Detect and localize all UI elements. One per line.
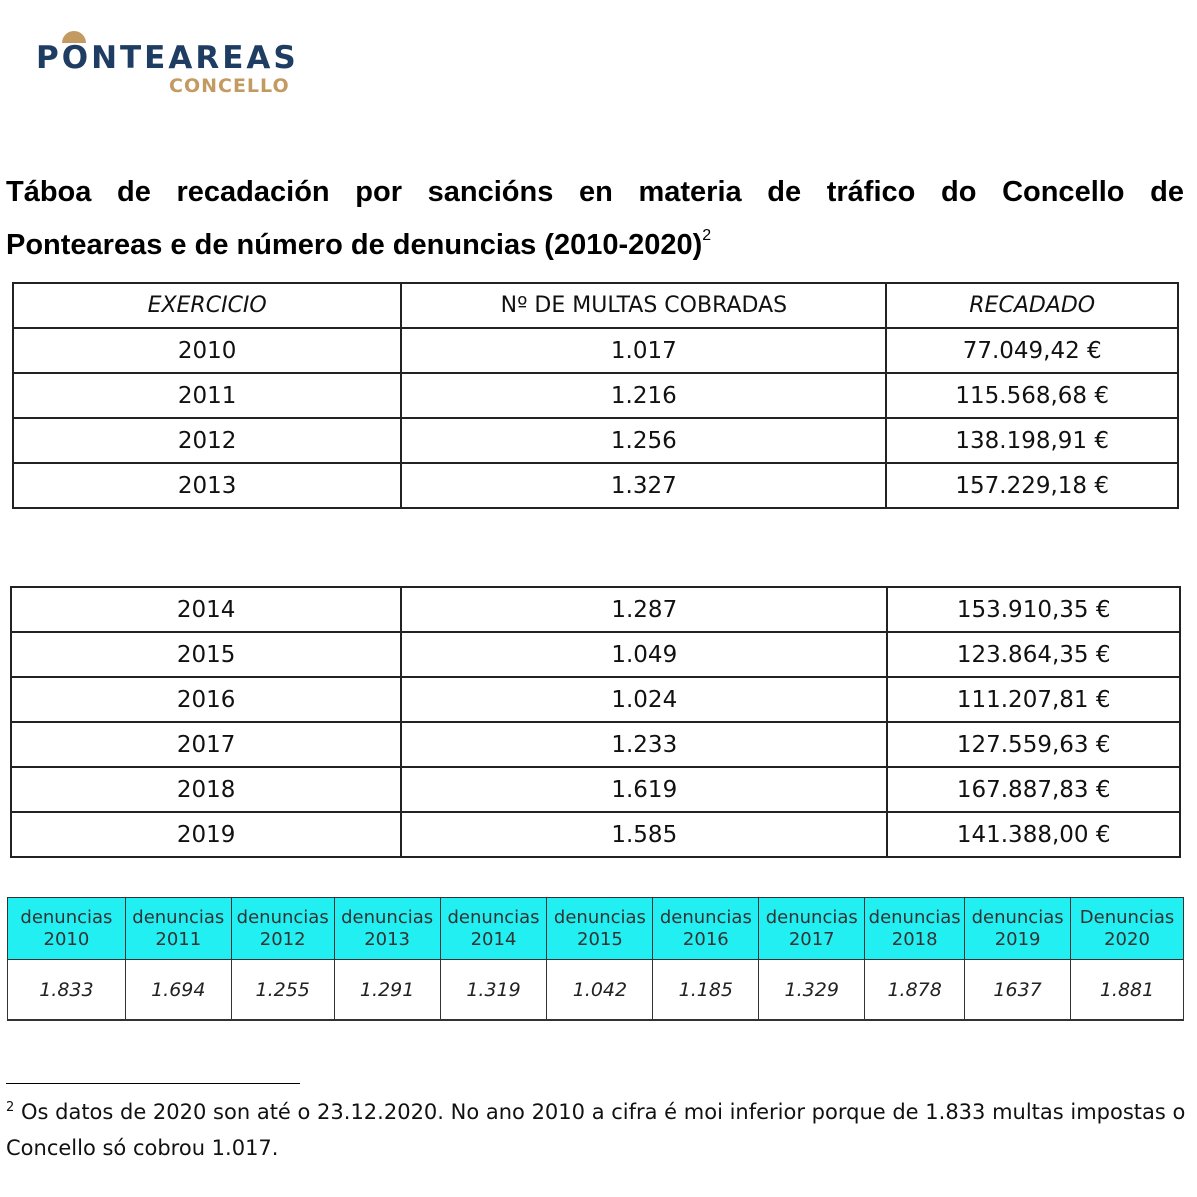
header-year: 2017 [788,928,835,950]
header-word: Denuncias [1079,906,1175,928]
denuncias-header-row [8,898,1184,960]
header-year: 2014 [470,928,517,950]
header-recadado: RECADADO [886,283,1178,328]
cell-fines: 1.049 [401,632,887,677]
header-word: denuncias [20,906,113,928]
cell-fines: 1.287 [401,587,887,632]
header-year: 2018 [891,928,938,950]
cell-amount: 123.864,35 € [887,632,1180,677]
header-exercicio: EXERCICIO [13,283,401,328]
denuncias-value: 1.255 [231,960,334,1021]
header-word: denuncias [236,906,329,928]
table-row [13,418,1178,463]
header-year: 2019 [994,928,1041,950]
denuncias-header-cell [125,898,231,960]
denuncias-values-row [8,960,1184,1021]
denuncias-value: 1.833 [8,960,126,1021]
denuncias-header-cell [759,898,865,960]
cell-fines: 1.619 [401,767,887,812]
header-year: 2012 [259,928,306,950]
denuncias-value: 1.319 [440,960,547,1021]
table-row [11,677,1180,722]
denuncias-table [7,897,1184,1021]
cell-amount: 77.049,42 € [886,328,1178,373]
denuncias-header-cell [547,898,653,960]
header-year: 2020 [1104,928,1150,950]
fines-header-row [13,283,1178,328]
denuncias-value: 1.878 [865,960,965,1021]
cell-year: 2013 [13,463,401,508]
table-row [11,587,1180,632]
footnote-text: Os datos de 2020 son até o 23.12.2020. No ano 2010 a cifra é moi inferior porque de 1.833 multas impostas o Concello só cobrou 1.017. [6,1100,1186,1160]
denuncias-value: 1.291 [334,960,440,1021]
page-title [6,166,1184,272]
denuncias-value: 1.185 [653,960,759,1021]
header-word: denuncias [971,906,1064,928]
fines-table-part-2 [10,586,1181,858]
header-word: denuncias [659,906,752,928]
title-line-2-text: Ponteareas e de número de denuncias (2010-2020) [6,229,703,261]
footnote-ref: 2 [702,227,712,244]
denuncias-value: 1.329 [759,960,865,1021]
cell-year: 2019 [11,812,401,857]
cell-fines: 1.024 [401,677,887,722]
header-word: denuncias [447,906,540,928]
cell-year: 2014 [11,587,401,632]
denuncias-header-cell [231,898,334,960]
denuncias-header-cell [1071,898,1184,960]
concello-logo [36,28,316,100]
logo-subtitle: CONCELLO [169,75,290,97]
header-year: 2016 [682,928,729,950]
header-word: denuncias [553,906,646,928]
table-row [13,373,1178,418]
denuncias-header-cell [865,898,965,960]
denuncias-header-cell [965,898,1071,960]
logo-name: PONTEAREAS [36,40,299,76]
footnote-divider [6,1083,300,1084]
fines-table-part-1 [12,282,1179,509]
header-year: 2015 [577,928,623,950]
cell-amount: 115.568,68 € [886,373,1178,418]
header-year: 2011 [155,928,202,950]
footnote [6,1094,1186,1166]
header-word: denuncias [868,906,961,928]
denuncias-header-cell [440,898,547,960]
table-row [11,722,1180,767]
cell-fines: 1.585 [401,812,887,857]
title-line-1: Táboa de recadación por sancións en materia de tráfico do Concello de [6,176,1184,208]
title-line-2 [6,219,1184,272]
footnote-number: 2 [6,1100,15,1115]
cell-year: 2018 [11,767,401,812]
denuncias-header-cell [8,898,126,960]
cell-fines: 1.017 [401,328,886,373]
header-word: denuncias [341,906,434,928]
header-multas: Nº DE MULTAS COBRADAS [401,283,886,328]
denuncias-value: 1.881 [1071,960,1184,1021]
cell-amount: 138.198,91 € [886,418,1178,463]
table-row [13,328,1178,373]
cell-year: 2011 [13,373,401,418]
table-row [11,767,1180,812]
header-word: denuncias [765,906,858,928]
cell-year: 2015 [11,632,401,677]
cell-amount: 127.559,63 € [887,722,1180,767]
table-row [11,632,1180,677]
denuncias-value: 1637 [965,960,1071,1021]
cell-amount: 167.887,83 € [887,767,1180,812]
cell-year: 2010 [13,328,401,373]
cell-amount: 157.229,18 € [886,463,1178,508]
denuncias-value: 1.042 [547,960,653,1021]
header-year: 2010 [43,928,90,950]
cell-amount: 153.910,35 € [887,587,1180,632]
denuncias-value: 1.694 [125,960,231,1021]
cell-amount: 111.207,81 € [887,677,1180,722]
table-row [13,463,1178,508]
cell-fines: 1.216 [401,373,886,418]
header-year: 2013 [364,928,411,950]
cell-fines: 1.327 [401,463,886,508]
cell-year: 2016 [11,677,401,722]
cell-fines: 1.233 [401,722,887,767]
cell-fines: 1.256 [401,418,886,463]
cell-year: 2012 [13,418,401,463]
denuncias-header-cell [653,898,759,960]
cell-year: 2017 [11,722,401,767]
header-word: denuncias [132,906,225,928]
denuncias-header-cell [334,898,440,960]
cell-amount: 141.388,00 € [887,812,1180,857]
table-row [11,812,1180,857]
